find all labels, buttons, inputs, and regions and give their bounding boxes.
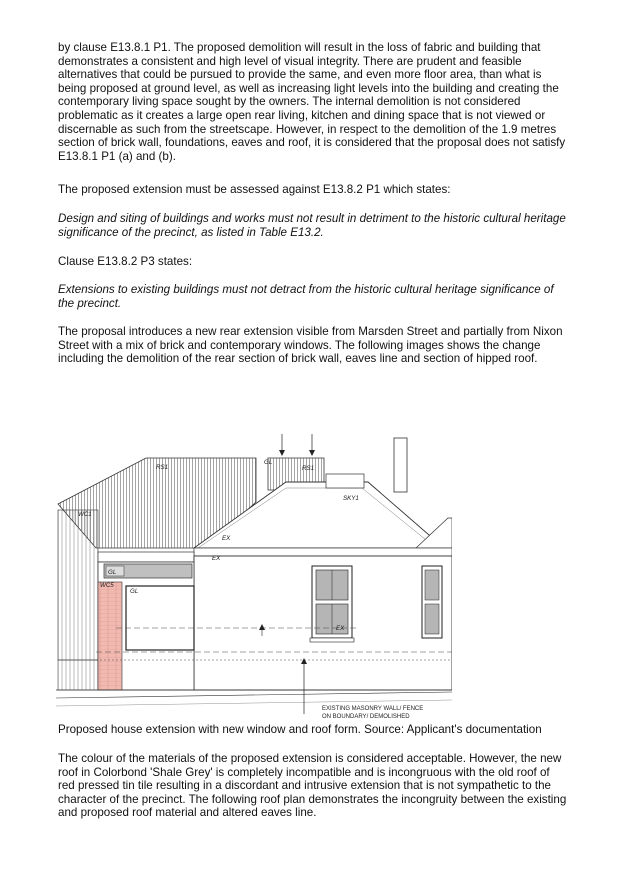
label-note-line1: EXISTING MASONRY WALL/ FENCE (322, 706, 424, 712)
figure-caption: Proposed house extension with new window and roof form. Source: Applicant's documentation (58, 723, 542, 736)
label-gl-window: GL (130, 588, 139, 595)
right-window (422, 566, 442, 638)
label-ex-2: EX (212, 555, 221, 562)
body-paragraph-assessment: The proposed extension must be assessed against E13.8.2 P1 which states: (58, 183, 451, 196)
side-fence (58, 510, 98, 690)
label-ex-1: EX (222, 535, 231, 542)
body-paragraph-materials: The colour of the materials of the proposed extension is considered acceptable. However, the new roof in Colorbond 'Shale Grey' is completely incompatible and is incongruous with the old roof of red pressed tin tile resulting in a discordant and intrusive extension that is not sympathetic to the character of the precinct. The following roof plan demonstrates the incongruity between the existing and proposed roof material and altered eaves line. (58, 752, 567, 820)
label-ex-3: EX (336, 625, 345, 632)
body-paragraph-clause-p3: Clause E13.8.2 P3 states: (58, 255, 193, 268)
chimney (394, 438, 407, 492)
label-rs1-left: RS1 (156, 464, 169, 471)
body-paragraph-extension: The proposal introduces a new rear extension visible from Marsden Street and partially from Nixon Street with a mix of brick and contemporary windows. The following images shows the change including the demolition of the rear section of brick wall, eaves line and section of hipped roof. (58, 325, 563, 366)
quote-e13-8-2-p3: Extensions to existing buildings must not detract from the historic cultural heritage significance of the precinct. (58, 283, 554, 310)
label-wc1: WC1 (78, 511, 92, 518)
label-note-line2: ON BOUNDARY/ DEMOLISHED (322, 714, 410, 720)
brick-panel (98, 582, 122, 690)
extension-window (126, 586, 194, 650)
label-wc5: WC5 (100, 582, 114, 589)
quote-e13-8-2-p1: Design and siting of buildings and works must not result in detriment to the historic cultural heritage significance of the precinct, as listed in Table E13.2. (58, 212, 566, 239)
double-hung-window (310, 566, 354, 642)
body-paragraph-demolition: by clause E13.8.1 P1. The proposed demolition will result in the loss of fabric and building that demonstrates a consistent and high level of visual integrity. There are prudent and feasible alternatives that could be pursued to provide the same, and even more floor area, than what is being proposed at ground level, as well as increasing light levels into the building and creating the contemporary living space sought by the owners. The internal demolition is not considered problematic as it creates a large open rear living, kitchen and dining space that is not viewed or discernable as such from the streetscape. However, in respect to the demolition of the 1.9 metres section of brick wall, foundations, eaves and roof, it is considered that the proposal does not satisfy E13.8.1 P1 (a) and (b). (58, 41, 566, 163)
label-sky1: SKY1 (343, 495, 359, 502)
label-rs1-right: RS1 (302, 465, 315, 472)
label-gl-top: GL (264, 459, 273, 466)
elevation-drawing (56, 430, 452, 722)
label-gl-small: GL (108, 569, 117, 576)
